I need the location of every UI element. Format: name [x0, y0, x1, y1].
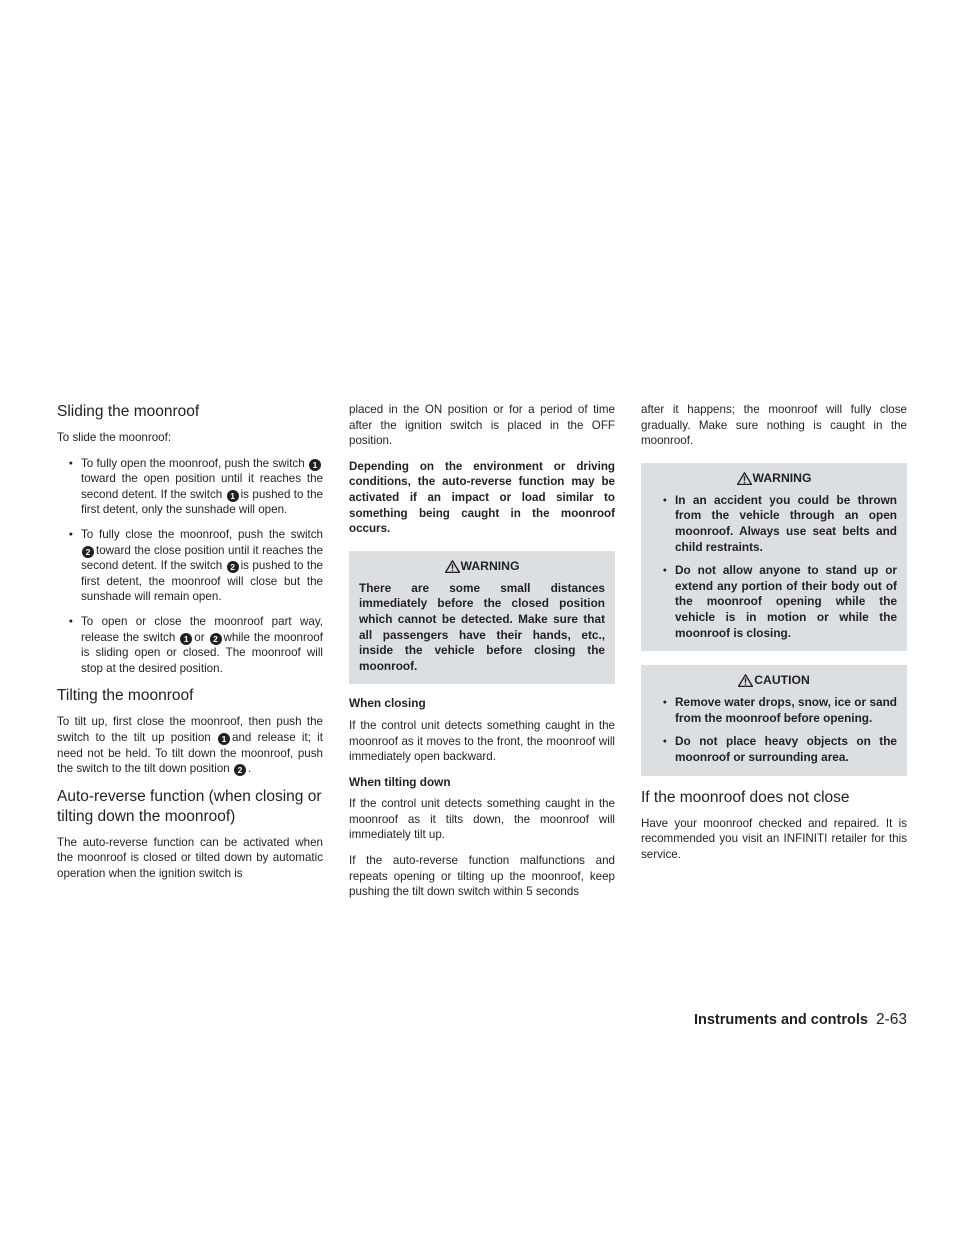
auto-reverse-note: Depending on the environment or driving conditions, the auto-reverse function may be activated if an impact or load similar to something being caught in the moonroof occurs.	[349, 459, 615, 536]
sliding-intro: To slide the moonroof:	[57, 431, 172, 444]
bullet-icon	[57, 527, 79, 543]
column-middle	[349, 402, 615, 910]
bullet-icon	[57, 456, 79, 472]
circled-number-icon: 2	[234, 764, 246, 776]
heading-when-closing: When closing	[349, 696, 426, 711]
circled-number-icon: 1	[227, 490, 239, 502]
page-number: 2-63	[875, 1011, 907, 1028]
page-footer	[0, 1011, 907, 1029]
bullet-icon	[651, 695, 673, 711]
warning-box	[349, 551, 615, 685]
warning-list	[651, 493, 897, 641]
caution-list	[651, 695, 897, 765]
heading-when-tilting-down: When tilting down	[349, 774, 451, 789]
warning-text: There are some small distances immediately before the closed position which cannot be detected. Make sure that all passengers have their hands, etc., inside the vehicle before closing the moonroof.	[359, 580, 605, 673]
list-item: ● In an accident you could be thrown from the vehicle through an open moonroof. Always use seat belts and child restraints.	[651, 493, 897, 555]
warning-triangle-icon	[737, 472, 752, 485]
malfunction-continued: after it happens; the moonroof will fully close gradually. Make sure nothing is caught in the moonroof.	[641, 403, 907, 448]
footer-section-title: Instruments and controls	[693, 1012, 868, 1028]
list-item: ● Remove water drops, snow, ice or sand from the moonroof before opening.	[651, 695, 897, 726]
list-item: ● Do not allow anyone to stand up or extend any portion of their body out of the moonroof opening while the vehicle is in motion or while the moonroof is closing.	[651, 563, 897, 641]
caution-triangle-icon	[738, 674, 753, 687]
heading-does-not-close: If the moonroof does not close	[641, 788, 850, 806]
circled-number-icon: 2	[210, 633, 222, 645]
circled-number-icon: 2	[227, 561, 239, 573]
auto-reverse-text: The auto-reverse function can be activated when the moonroof is closed or tilted down by automatic operation when the ignition switch is	[57, 835, 323, 880]
heading-sliding-moonroof: Sliding the moonroof	[57, 403, 200, 420]
tilting-text: To tilt up, first close the moonroof, then push the switch to the tilt up position 1 and release it; it need not be held. To tilt down the moonroof, push the switch to the tilt down position 2 .	[57, 715, 323, 776]
list-item: ● To fully close the moonroof, push the switch 2 toward the close position until it reaches the second detent. If the switch 2 is pushed to the first detent, the moonroof will close but the sunshade will remain open.	[57, 527, 323, 605]
does-not-close-text: Have your moonroof checked and repaired. It is recommended you visit an INFINITI retailer for this service.	[641, 816, 907, 861]
auto-reverse-continued: placed in the ON position or for a period of time after the ignition switch is placed in the OFF position.	[349, 403, 615, 448]
warning-box	[641, 463, 907, 651]
bullet-icon	[651, 493, 673, 509]
bullet-icon	[57, 614, 79, 630]
bullet-icon	[651, 734, 673, 750]
warning-triangle-icon	[445, 560, 460, 573]
warning-title: WARNING	[752, 470, 812, 485]
circled-number-icon: 1	[309, 459, 321, 471]
list-item: ● To fully open the moonroof, push the switch 1toward the open position until it reaches the second detent. If the switch 1 is pushed to the first detent, only the sunshade will open.	[57, 456, 323, 518]
sliding-list	[57, 456, 323, 677]
list-item: ● Do not place heavy objects on the moonroof or surrounding area.	[651, 734, 897, 765]
list-item: ● To open or close the moonroof part way, release the switch 1 or 2 while the moonroof is sliding open or closed. The moonroof will stop at the desired position.	[57, 614, 323, 676]
when-tilting-down-text: If the control unit detects something caught in the moonroof as it tilts down, the moonroof will immediately tilt up.	[349, 797, 615, 842]
malfunction-text: If the auto-reverse function malfunctions and repeats opening or tilting up the moonroof, keep pushing the tilt down switch within 5 seconds	[349, 854, 615, 899]
column-left	[57, 402, 323, 891]
circled-number-icon: 1	[218, 733, 230, 745]
caution-box	[641, 665, 907, 775]
circled-number-icon: 2	[82, 546, 94, 558]
warning-title: WARNING	[460, 558, 520, 573]
caution-title: CAUTION	[754, 673, 810, 688]
heading-auto-reverse: Auto-reverse function (when closing or tilting down the moonroof)	[57, 787, 322, 825]
bullet-icon	[651, 563, 673, 579]
when-closing-text: If the control unit detects something caught in the moonroof as it moves to the front, the moonroof will immediately open backward.	[349, 718, 615, 764]
heading-tilting-moonroof: Tilting the moonroof	[57, 687, 194, 705]
column-right	[641, 402, 907, 872]
circled-number-icon: 1	[180, 633, 192, 645]
